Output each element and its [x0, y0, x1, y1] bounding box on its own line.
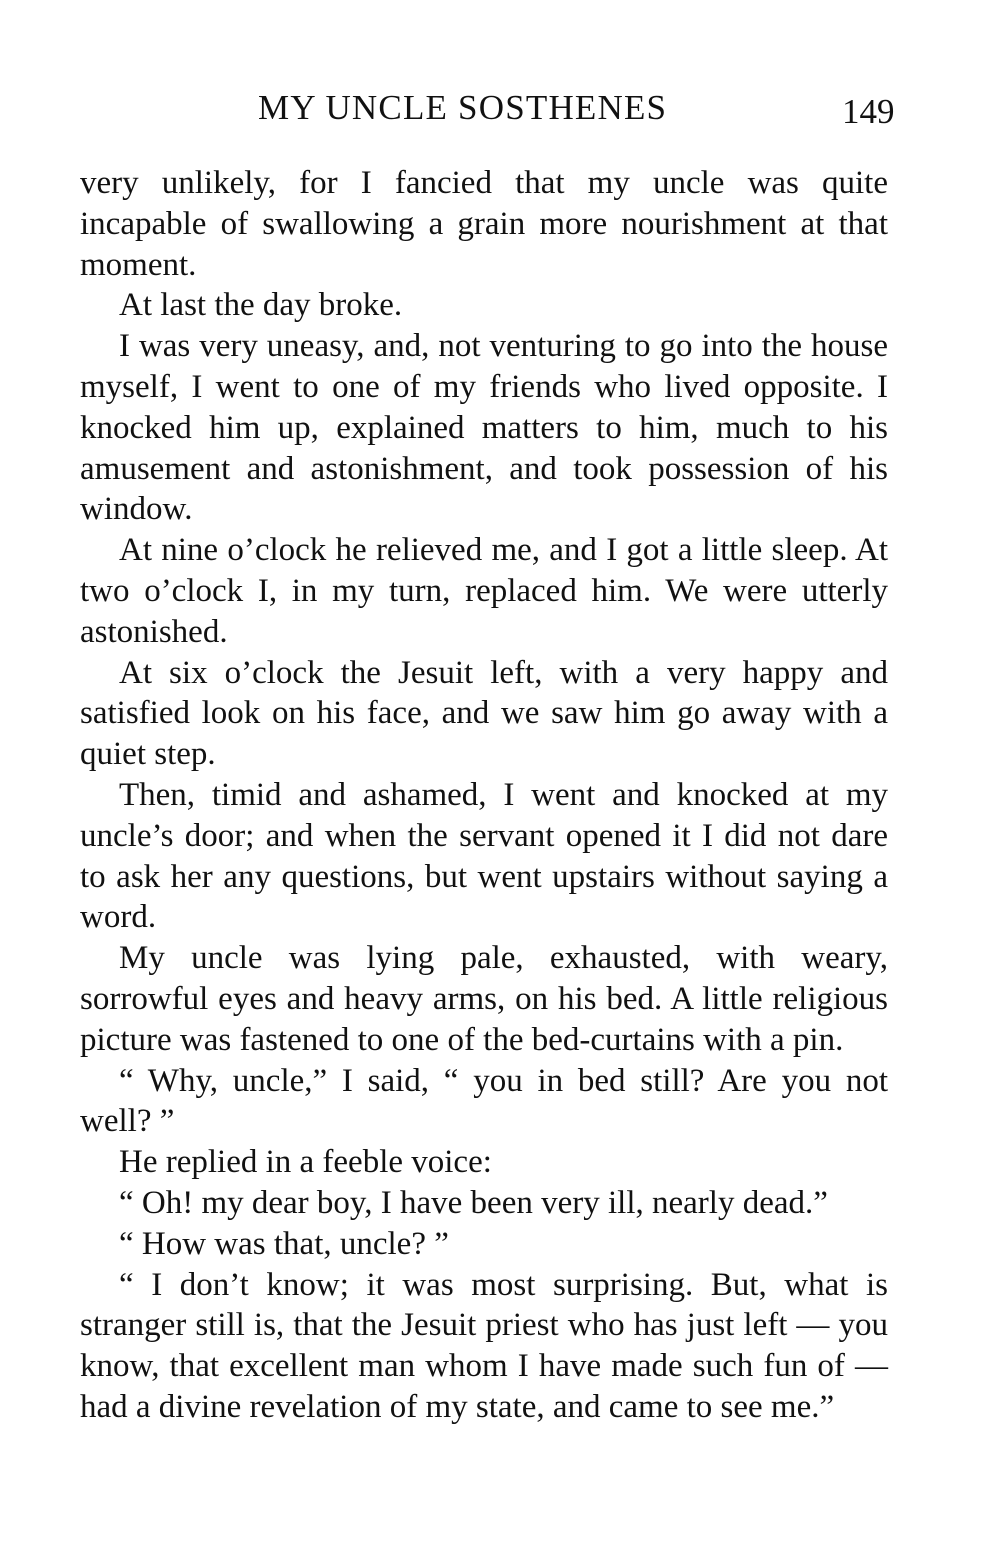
dialogue-paragraph: “ Oh! my dear boy, I have been very ill, nearly dead.”	[119, 1184, 828, 1221]
paragraph: Then, timid and ashamed, I went and knocked at my uncle’s door; and when the servant opened it I did not dare to ask her any questions, but went upstairs without saying a word.	[80, 776, 888, 936]
paragraph: My uncle was lying pale, exhausted, with weary, sorrowful eyes and heavy arms, on his bed. A little religious picture was fastened to one of the bed-curtains with a pin.	[80, 940, 888, 1058]
paragraph: At nine o’clock he relieved me, and I got a little sleep. At two o’clock I, in my turn, replaced him. We were utterly astonished.	[80, 532, 888, 650]
dialogue-paragraph: “ Why, uncle,” I said, “ you in bed still? Are you not well? ”	[80, 1062, 888, 1140]
running-header	[0, 88, 1000, 138]
dialogue-paragraph: “ How was that, uncle? ”	[119, 1225, 449, 1262]
page-number: 149	[842, 92, 895, 131]
paragraph: At last the day broke.	[119, 287, 403, 324]
body-text	[80, 163, 888, 1428]
running-title: MY UNCLE SOSTHENES	[258, 88, 668, 127]
paragraph: He replied in a feeble voice:	[119, 1144, 492, 1181]
paragraph: At six o’clock the Jesuit left, with a very happy and satisfied look on his face, and we saw him go away with a quiet step.	[80, 654, 888, 773]
dialogue-paragraph: “ I don’t know; it was most surprising. But, what is stranger still is, that the Jesuit priest who has just left — you know, that excellent man whom I have made such fun of — had a divine revelation of my state, and came to see me.”	[80, 1266, 888, 1425]
paragraph: very unlikely, for I fancied that my uncle was quite incapable of swallowing a grain more nourishment at that moment.	[80, 165, 888, 283]
paragraph: I was very uneasy, and, not venturing to go into the house myself, I went to one of my friends who lived opposite. I knocked him up, explained matters to him, much to his amusement and astonishment, and took possession of his window.	[80, 328, 888, 528]
